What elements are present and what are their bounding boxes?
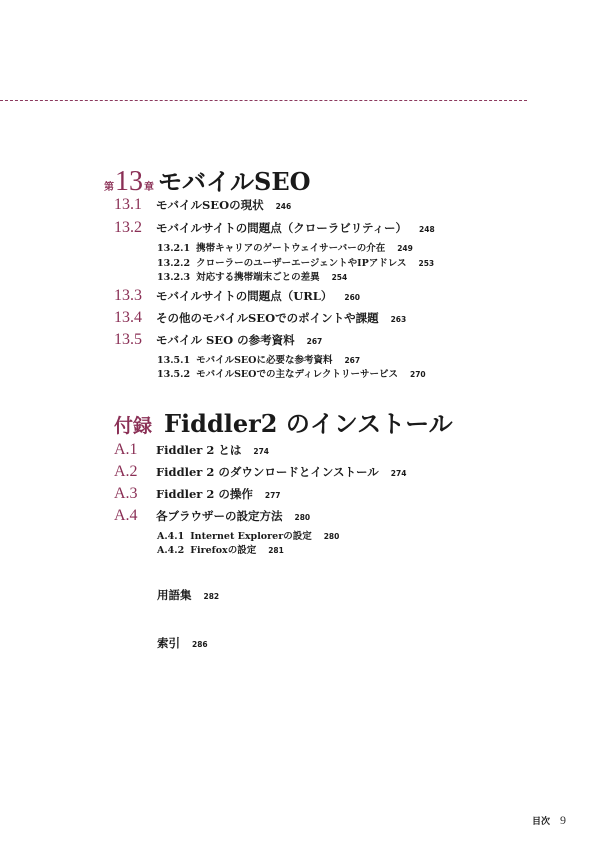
- appendix-label: 付録: [114, 415, 153, 437]
- toc-section-a-1[interactable]: A.1 Fiddler 2 とは 274: [114, 441, 270, 458]
- chapter-13-heading: [104, 162, 311, 198]
- page-number: 248: [419, 225, 435, 234]
- toc-glossary[interactable]: 用語集 282: [157, 588, 220, 602]
- appendix-heading: [114, 404, 453, 439]
- toc-subsection-a-4-1[interactable]: A.4.1 Internet Explorerの設定 280: [157, 531, 340, 542]
- page-number: 281: [268, 546, 284, 555]
- page-number: 282: [203, 592, 220, 601]
- toc-subsection-13-2-2[interactable]: 13.2.2 クローラーのユーザーエージェントやIPアドレス 253: [157, 258, 435, 269]
- page-number: 280: [323, 532, 340, 541]
- page-number: 277: [264, 491, 281, 500]
- page-number: 267: [306, 337, 323, 346]
- toc-subsection-13-2-3[interactable]: 13.2.3 対応する携帯端末ごとの差異 254: [157, 272, 348, 283]
- page-number: 274: [253, 447, 270, 456]
- toc-subsection-13-5-2[interactable]: 13.5.2 モバイルSEOでの主なディレクトリーサービス 270: [157, 369, 426, 380]
- footer-label: 目次: [532, 817, 551, 827]
- page-number: 270: [410, 370, 426, 379]
- page-number: 253: [418, 259, 435, 268]
- header-dashed-rule: [0, 100, 527, 101]
- toc-section-a-2[interactable]: A.2 Fiddler 2 のダウンロードとインストール 274: [114, 463, 407, 480]
- toc-index[interactable]: 索引 286: [157, 636, 208, 650]
- page-number: 286: [192, 640, 208, 649]
- toc-section-13-5[interactable]: 13.5 モバイル SEO の参考資料 267: [114, 331, 323, 348]
- chapter-number: 13: [115, 166, 143, 197]
- toc-subsection-13-2-1[interactable]: 13.2.1 携帯キャリアのゲートウェイサーバーの介在 249: [157, 243, 413, 254]
- page-number: 249: [397, 244, 413, 253]
- chapter-title: モバイルSEO: [158, 167, 311, 196]
- page-number: 274: [390, 469, 407, 478]
- chapter-prefix: 第: [104, 182, 114, 193]
- chapter-suffix: 章: [144, 182, 154, 193]
- page-number: 254: [331, 273, 348, 282]
- toc-section-a-4[interactable]: A.4 各ブラウザーの設定方法 280: [114, 507, 311, 524]
- toc-subsection-a-4-2[interactable]: A.4.2 Firefoxの設定 281: [157, 545, 284, 556]
- page-number: 267: [344, 356, 361, 365]
- page-number: 263: [390, 315, 407, 324]
- footer-page-number: 9: [560, 813, 567, 827]
- toc-section-13-3[interactable]: 13.3 モバイルサイトの問題点（URL） 260: [114, 287, 361, 304]
- page-number: 246: [275, 202, 292, 211]
- toc-section-13-1[interactable]: 13.1 モバイルSEOの現状 246: [114, 196, 292, 213]
- page-footer: [532, 813, 566, 828]
- toc-section-a-3[interactable]: A.3 Fiddler 2 の操作 277: [114, 485, 281, 502]
- page-number: 260: [344, 293, 361, 302]
- toc-section-13-2[interactable]: 13.2 モバイルサイトの問題点（クローラビリティー） 248: [114, 219, 435, 236]
- page-number: 280: [294, 513, 311, 522]
- appendix-title: Fiddler2 のインストール: [164, 409, 453, 438]
- toc-section-13-4[interactable]: 13.4 その他のモバイルSEOでのポイントや課題 263: [114, 309, 407, 326]
- toc-subsection-13-5-1[interactable]: 13.5.1 モバイルSEOに必要な参考資料 267: [157, 355, 361, 366]
